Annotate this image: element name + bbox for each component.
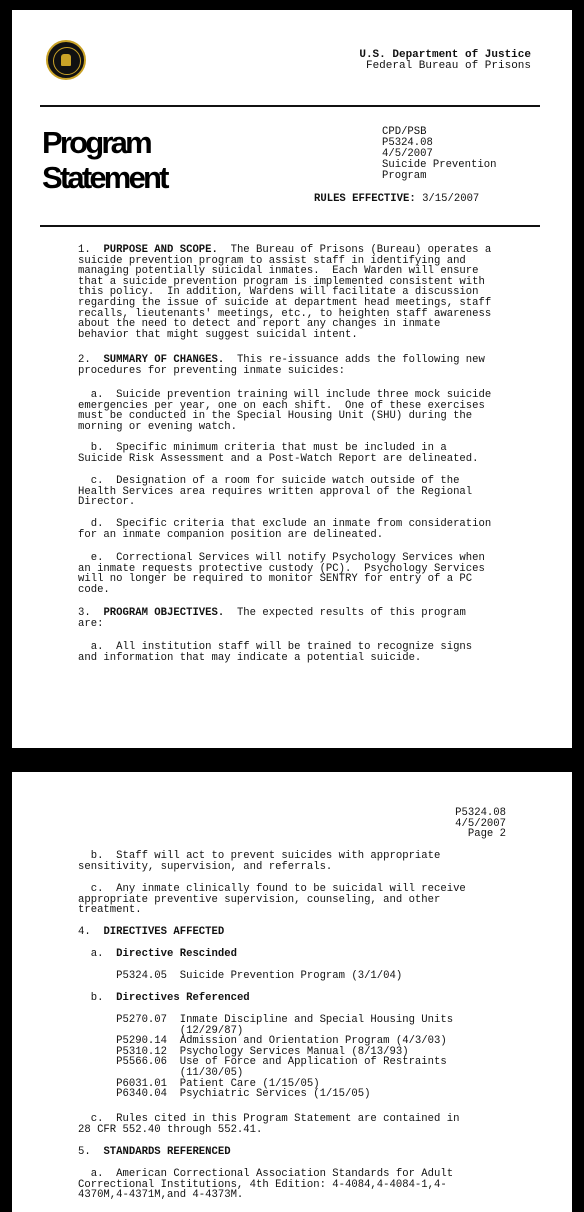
section-3b: b. Staff will act to prevent suicides with appropriate sensitivity, supervision, and referrals. — [78, 850, 441, 873]
section-4b-heading: Directives Referenced — [116, 992, 250, 1004]
rules-effective — [314, 193, 479, 205]
agency-bureau: Federal Bureau of Prisons — [365, 60, 531, 72]
header-rule-top — [40, 105, 540, 107]
section-2d: d. Specific criteria that exclude an inmate from consideration for an inmate companion position are delineated. — [78, 518, 492, 541]
section-1-heading: PURPOSE AND SCOPE. — [103, 244, 218, 256]
section-2e: e. Correctional Services will notify Psychology Services when an inmate requests protective custody (PC). Psychology Services will no longer be required to monitor SENTRY for entry of a PC code. — [78, 552, 485, 596]
doj-seal-icon — [46, 40, 86, 80]
section-4-directives: 4. DIRECTIVES AFFECTED — [78, 926, 225, 938]
subject-value-line2: Program — [382, 170, 427, 182]
section-4b-items: P5270.07 Inmate Discipline and Special Housing Units (12/29/87) P5290.14 Admission and Orientation Program (4/3/03) P5310.12 Psychology Services Manual (8/13/93) P5566.06 Use of Force and Application of Restraints (11/30/05) P6031.01 Patient Care (1/15/05) P6340.04 Psychiatric Services (1/15/05) — [116, 1014, 454, 1101]
document-page-1 — [12, 10, 572, 748]
section-4c: c. Rules cited in this Program Statement are contained in 28 CFR 552.40 through 552.41. — [78, 1113, 460, 1136]
section-1-purpose: 1. PURPOSE AND SCOPE. The Bureau of Prisons (Bureau) operates a suicide prevention program to assist staff in identifying and managing potentially suicidal inmates. Each Warden will ensure that a suicide prevention program is implemented consistent with this policy. In addition, Wardens will facilitate a discussion regarding the issue of suicide at department head meetings, staff recalls, lieutenants' meetings, etc., to heighten staff awareness about the need to detect and report any changes in inmate behavior that might suggest suicidal intent. — [78, 244, 492, 341]
header-rule-bottom — [40, 225, 540, 227]
section-2a: a. Suicide prevention training will include three mock suicide emergencies per year, one on each shift. One of these exercises must be conducted in the Special Housing Unit (SHU) during the morning or evening watch. — [78, 389, 492, 433]
page-2-header: P5324.08 4/5/2007 Page 2 — [455, 807, 506, 841]
section-3-heading: PROGRAM OBJECTIVES. — [103, 607, 225, 619]
agency-department: U.S. Department of Justice — [359, 49, 531, 61]
number-value: P5324.08 — [382, 137, 433, 149]
opi-value: CPD/PSB — [382, 126, 427, 138]
section-4a-heading: Directive Rescinded — [116, 948, 237, 960]
subject-value-line1: Suicide Prevention — [382, 159, 497, 171]
section-2-heading: SUMMARY OF CHANGES. — [103, 354, 225, 366]
section-4a-item: P5324.05 Suicide Prevention Program (3/1/04) — [78, 970, 403, 982]
section-2c: c. Designation of a room for suicide watch outside of the Health Services area requires written approval of the Regional Director. — [78, 475, 473, 509]
rules-effective-date: 3/15/2007 — [422, 193, 480, 205]
date-value: 4/5/2007 — [382, 148, 433, 160]
section-2b: b. Specific minimum criteria that must be included in a Suicide Risk Assessment and a Post-Watch Report are delineated. — [78, 442, 479, 465]
program-statement-title: Program Statement — [42, 125, 167, 195]
section-5-heading: STANDARDS REFERENCED — [103, 1146, 231, 1158]
rules-effective-label: RULES EFFECTIVE: — [314, 193, 416, 205]
section-2-summary: 2. SUMMARY OF CHANGES. This re-issuance adds the following new procedures for preventing inmate suicides: — [78, 354, 485, 377]
section-4b: b. Directives Referenced — [78, 992, 250, 1004]
section-4a: a. Directive Rescinded — [78, 948, 237, 960]
section-3-objectives: 3. PROGRAM OBJECTIVES. The expected results of this program are: — [78, 607, 466, 630]
section-3a: a. All institution staff will be trained to recognize signs and information that may indicate a potential suicide. — [78, 641, 473, 664]
section-5-standards: 5. STANDARDS REFERENCED — [78, 1146, 231, 1158]
document-page-2 — [12, 772, 572, 1212]
section-5a: a. American Correctional Association Standards for Adult Correctional Institutions, 4th Edition: 4-4084,4-4084-1,4- 4370M,4-4371M,and 4-4373M. — [78, 1168, 454, 1202]
section-4-heading: DIRECTIVES AFFECTED — [103, 926, 225, 938]
section-3c: c. Any inmate clinically found to be suicidal will receive appropriate preventive supervision, counseling, and other treatment. — [78, 883, 466, 917]
